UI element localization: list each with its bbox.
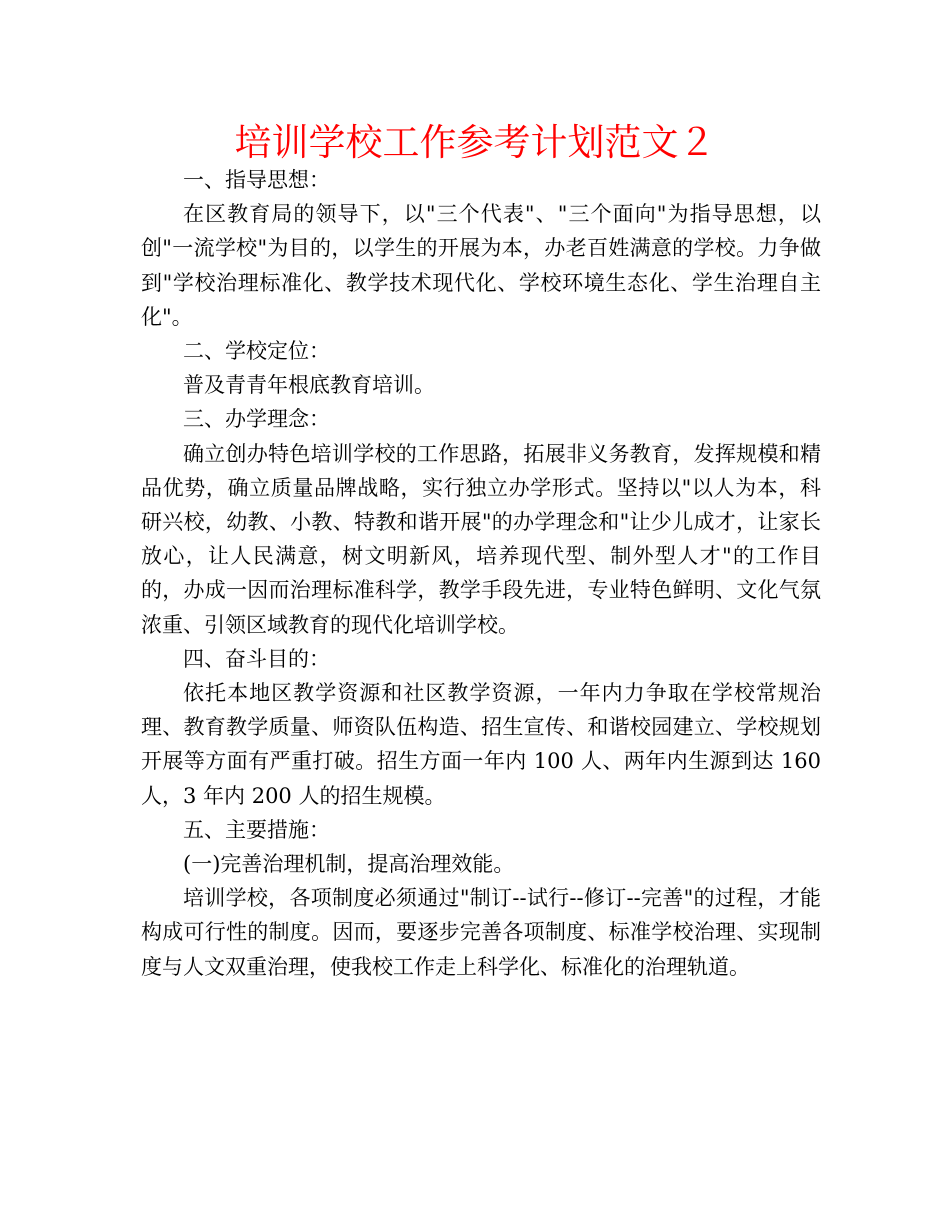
heading-goals: 四、奋斗目的：: [183, 646, 330, 671]
paragraph-school-philosophy: 确立创办特色培训学校的工作思路，拓展非义务教育，发挥规模和精品优势，确立质量品牌战略，实行独立办学形式。坚持以"以人为本，科研兴校，幼教、小教、特教和谐开展"的办学理念和"让少儿成才，让家长放心，让人民满意，树文明新风，培养现代型、制外型人才"的工作目的，办成一因而治理标准科学，教学手段先进，专业特色鲜明、文化气氛浓重、引领区域教育的现代化培训学校。: [141, 441, 821, 637]
paragraph-guiding-ideology: 在区教育局的领导下，以"三个代表"、"三个面向"为指导思想，以创"一流学校"为目的，以学生的开展为本，办老百姓满意的学校。力争做到"学校治理标准化、教学技术现代化、学校环境生态化、学生治理自主化"。: [141, 202, 821, 329]
paragraph-goals: 依托本地区教学资源和社区教学资源，一年内力争取在学校常规治理、教育教学质量、师资队伍构造、招生宣传、和谐校园建立、学校规划开展等方面有严重打破。招生方面一年内 100 人、两年内生源到达 160 人，3 年内 200 人的招生规模。: [141, 681, 821, 808]
heading-school-positioning: 二、学校定位：: [183, 339, 330, 364]
document-title: 培训学校工作参考计划范文２: [234, 121, 716, 164]
heading-main-measures: 五、主要措施：: [183, 817, 330, 842]
document-body: [141, 163, 821, 984]
heading-guiding-ideology: 一、指导思想：: [183, 168, 330, 192]
heading-school-philosophy: 三、办学理念：: [183, 407, 330, 432]
paragraph-school-positioning: 普及青青年根底教育培训。: [183, 373, 435, 398]
subheading-management-mechanism: (一)完善治理机制，提高治理效能。: [183, 852, 515, 877]
paragraph-management-mechanism: 培训学校，各项制度必须通过"制订--试行--修订--完善"的过程，才能构成可行性的制度。因而，要逐步完善各项制度、标准学校治理、实现制度与人文双重治理，使我校工作走上科学化、标准化的治理轨道。: [141, 886, 821, 979]
